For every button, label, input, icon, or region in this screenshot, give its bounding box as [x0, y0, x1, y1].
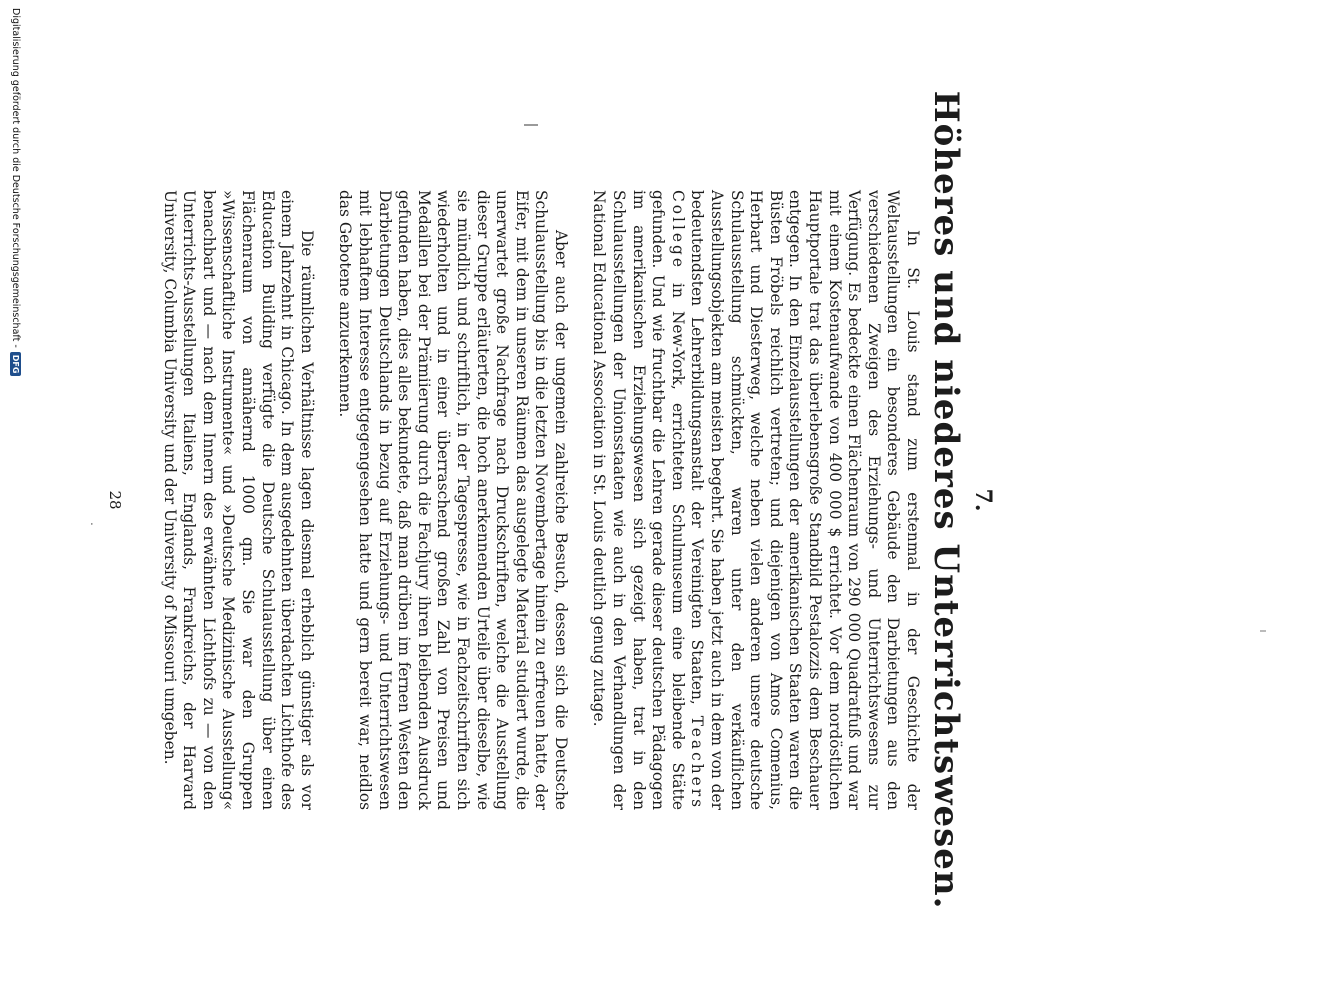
page-dot: .	[88, 522, 102, 526]
dfg-logo: DFG	[10, 352, 21, 377]
funding-credit-text: Digitalisierung gefördert durch die Deutsche Forschungsgemeinschaft -	[10, 8, 21, 348]
page-number: 28	[106, 490, 124, 510]
funding-credit	[10, 8, 21, 400]
paragraph-3: Die räumlichen Verhältnisse lagen diesmal erheblich günstiger als vor einem Jahrzehnt in Chicago. In dem ausgedehnten überdachten Lichthofe des Education Building verfügte die Deutsche Schulausstellung über einen Flächenraum von annähernd 1000 qm. Sie war den Gruppen »Wissenschaftliche Instrumente« und »Deutsche Medizinische Ausstellung« benachbart und — nach dem Innern des erwähnten Lichthofs zu — von den Unterrichts-Ausstellungen Italiens, Englands, Frankreichs, der Harvard University, Columbia University und der University of Missouri umgeben.	[160, 190, 316, 810]
scan-mark	[1260, 630, 1266, 632]
paragraph-2: Aber auch der ungemein zahlreiche Besuch, dessen sich die Deutsche Schulausstellung bis in die letzten Novembertage hinein zu erfreuen hatte, der Eifer, mit dem in unseren Räumen das ausgelegte Material studiert wurde, die unerwartet große Nachfrage nach Druckschriften, welche die Ausstellung dieser Gruppe erläuterten, die hoch anerkennenden Urteile über dieselbe, wie sie mündlich und schriftlich, in der Tagespresse, wie in Fachzeitschriften sich wiederholten und in einer überraschend großen Zahl von Preisen und Medaillen bei der Prämiierung durch die Fachjury ihren bleibenden Ausdruck gefunden haben, dies alles bekundete, daß man drüben im fernen Westen den Darbietungen Deutschlands in bezug auf Erziehungs- und Unterrichtswesen mit lebhaftem Interesse entgegengesehen hatte und gern bereit war, neidlos das Gebotene anzuerkennen.	[336, 190, 570, 810]
paragraph-1-part-b: in New-York, errichteten Schulmuseum eine bleibende Stätte gefunden. Und wie fruchtbar die Lehren gerade dieser deutschen Pädagogen im amerikanischen Erziehungswesen sich gezeigt haben, trat in den Schulausstellungen der Unionsstaaten wie auch in den Verhandlungen der National Educational Association in St. Louis deutlich genug zutage.	[590, 190, 687, 810]
paragraph-1	[589, 190, 922, 810]
chapter-number: 7.	[970, 488, 996, 512]
paragraph-1-part-a: In St. Louis stand zum erstenmal in der Geschichte der Weltausstellungen ein besonderes Gebäude den Darbietungen aus den verschiedenen Zweigen des Erziehungs- und Unterrichtswesens zur Verfügung. Es bedeckte einen Flächenraum von 290 000 Quadratfuß und war mit einem Kostenaufwande von 400 000 $ errichtet. Vor dem nordöstlichen Hauptportale trat das überlebensgroße Standbild Pestalozzis dem Beschauer entgegen. In den Einzelausstellungen der amerikanischen Staaten waren die Büsten Fröbels reichlich vertreten; und diejenigen von Amos Comenius, Herbart und Diesterweg, welche neben vielen anderen unsere deutsche Schulausstellung schmückten, waren unter den verkäuflichen Ausstellungsobjekten am meisten begehrt. Sie haben jetzt auch in dem von der bedeutendsten Lehrerbildungsanstalt der Vereinigten Staaten,	[688, 190, 922, 810]
spaced-name: Teachers College	[668, 190, 707, 810]
scan-mark	[524, 124, 538, 126]
body-text	[140, 190, 922, 810]
chapter-title: Höheres und niederes Unterrichtswesen.	[926, 90, 966, 910]
